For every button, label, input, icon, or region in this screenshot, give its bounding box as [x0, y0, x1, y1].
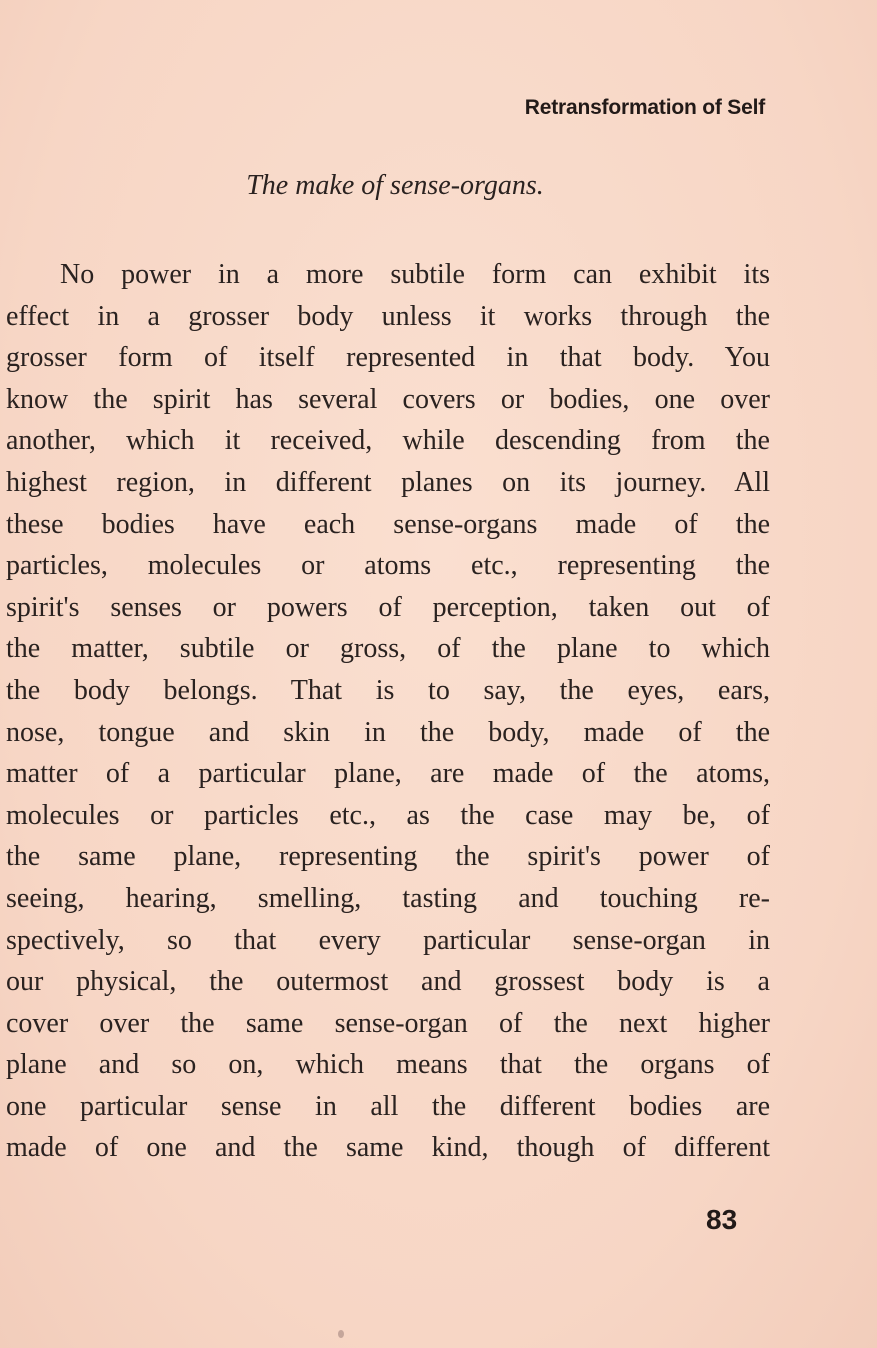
text-line: molecules or particles etc., as the case may be, of	[6, 799, 770, 831]
text-line: spirit's senses or powers of perception, taken out of	[6, 591, 770, 623]
page-number: 83	[706, 1204, 738, 1235]
text-line: the body belongs. That is to say, the eyes, ears,	[6, 674, 770, 706]
section-title: The make of sense-organs.	[246, 170, 544, 201]
text-line: the matter, subtile or gross, of the plane to which	[6, 633, 770, 665]
body-paragraph	[6, 254, 770, 1169]
text-line: grosser form of itself represented in that body. You	[6, 342, 770, 374]
text-line: know the spirit has several covers or bodies, one over	[6, 383, 770, 415]
text-line: highest region, in different planes on its journey. All	[6, 466, 770, 498]
text-line: the same plane, representing the spirit's power of	[6, 841, 770, 873]
text-line: nose, tongue and skin in the body, made of the	[6, 716, 770, 748]
text-line: these bodies have each sense-organs made of the	[6, 508, 770, 540]
text-line: spectively, so that every particular sense-organ in	[6, 924, 770, 956]
text-line: cover over the same sense-organ of the next higher	[6, 1007, 770, 1039]
text-line: effect in a grosser body unless it works through the	[6, 300, 770, 332]
text-line: made of one and the same kind, though of different	[6, 1132, 770, 1164]
text-line: seeing, hearing, smelling, tasting and touching re-	[6, 882, 770, 914]
text-line: matter of a particular plane, are made of the atoms,	[6, 758, 770, 790]
text-line: another, which it received, while descending from the	[6, 425, 770, 457]
text-line: plane and so on, which means that the organs of	[6, 1049, 770, 1081]
text-line: particles, molecules or atoms etc., representing the	[6, 550, 770, 582]
text-line: No power in a more subtile form can exhibit its	[60, 259, 770, 290]
paper-speck	[338, 1330, 344, 1338]
text-line: one particular sense in all the different bodies are	[6, 1090, 770, 1122]
text-line: our physical, the outermost and grossest body is a	[6, 966, 770, 998]
running-header: Retransformation of Self	[524, 96, 765, 119]
